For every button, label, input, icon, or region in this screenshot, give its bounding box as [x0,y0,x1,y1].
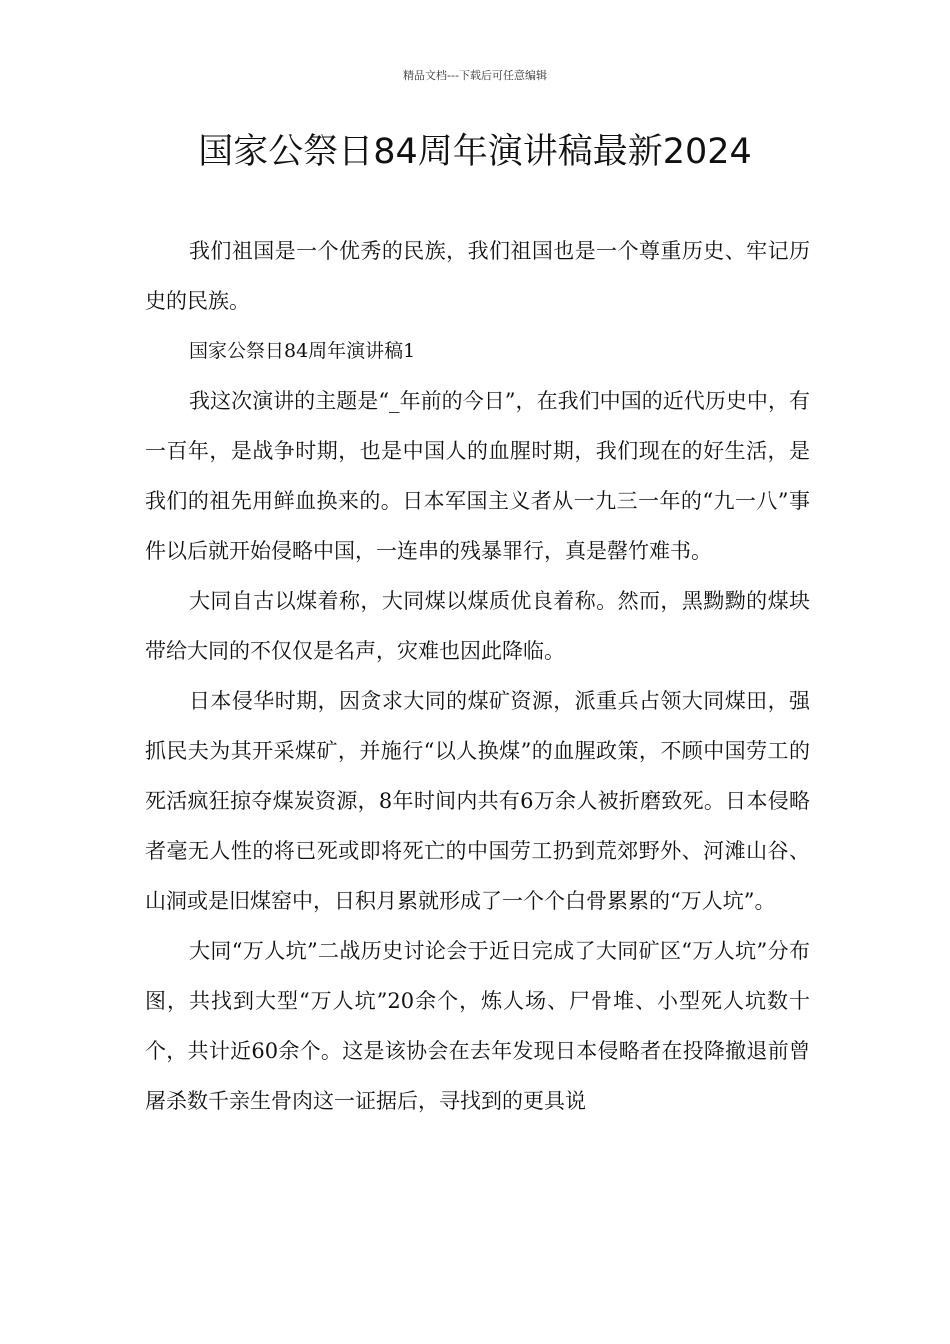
document-body [145,226,810,1126]
paragraph-mass-grave: 大同“万人坑”二战历史讨论会于近日完成了大同矿区“万人坑”分布图，共找到大型“万人坑”20余个，炼人场、尸骨堆、小型死人坑数十个，共计近60余个。这是该协会在去年发现日本侵略者在投降撤退前曾屠杀数千亲生骨肉这一证据后，寻找到的更具说 [145,939,810,1113]
paragraph-datong-coal: 大同自古以煤着称，大同煤以煤质优良着称。然而，黑黝黝的煤块带给大同的不仅仅是名声，灾难也因此降临。 [145,589,810,663]
paragraph-invasion: 日本侵华时期，因贪求大同的煤矿资源，派重兵占领大同煤田，强抓民夫为其开采煤矿，并施行“以人换煤”的血腥政策，不顾中国劳工的死活疯狂掠夺煤炭资源，8年时间内共有6万余人被折磨致死。日本侵略者毫无人性的将已死或即将死亡的中国劳工扔到荒郊野外、河滩山谷、山洞或是旧煤窑中，日积月累就形成了一个个白骨累累的“万人坑”。 [145,689,810,913]
document-title: 国家公祭日84周年演讲稿最新2024 [198,132,752,172]
section-heading: 国家公祭日84周年演讲稿1 [189,340,416,362]
page-header-note: 精品文档---下载后可任意编辑 [403,69,547,82]
paragraph-theme: 我这次演讲的主题是“_年前的今日”，在我们中国的近代历史中，有一百年，是战争时期，也是中国人的血腥时期，我们现在的好生活，是我们的祖先用鲜血换来的。日本军国主义者从一九三一年的“九一八”事件以后就开始侵略中国，一连串的残暴罪行，真是罄竹难书。 [145,389,810,563]
paragraph-intro: 我们祖国是一个优秀的民族，我们祖国也是一个尊重历史、牢记历史的民族。 [145,239,810,313]
